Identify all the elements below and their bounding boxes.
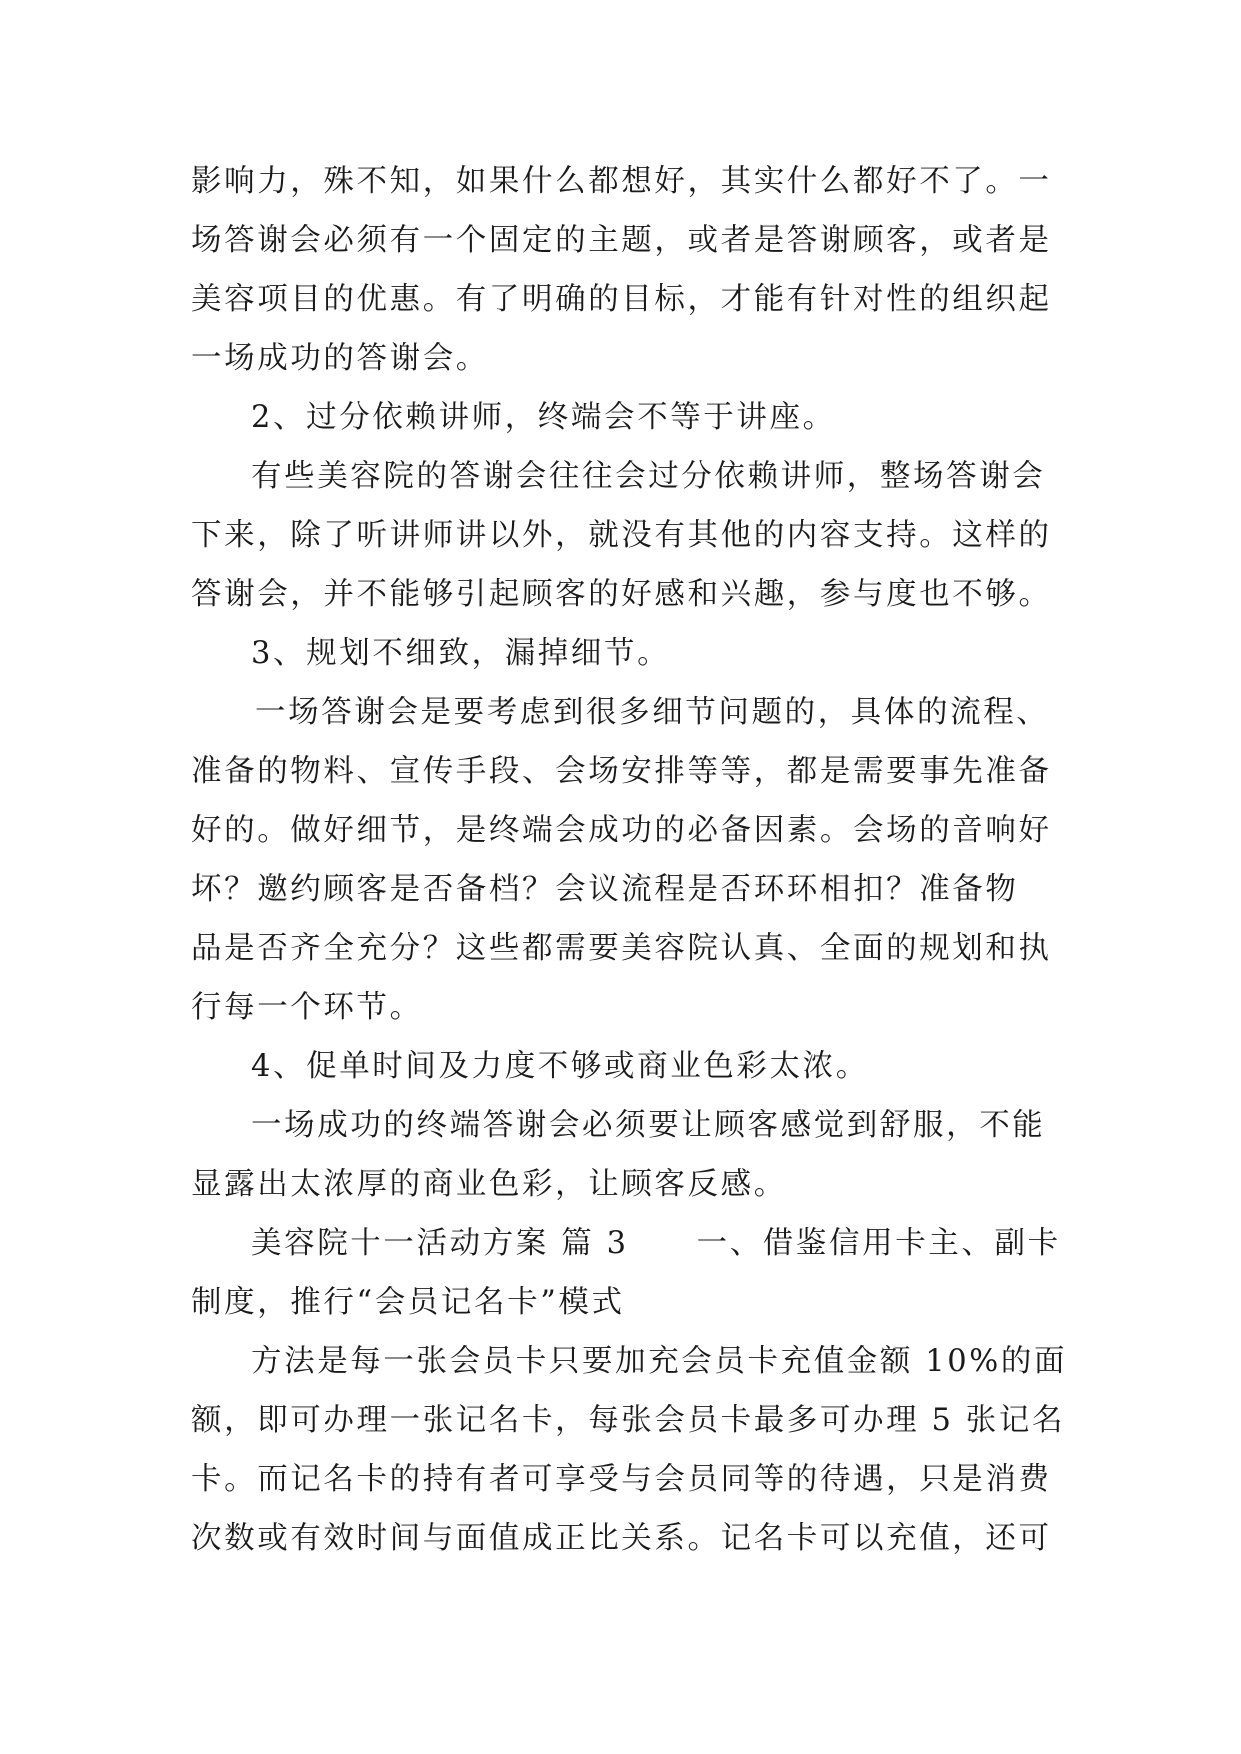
paragraph-line: 一场成功的答谢会。 (191, 341, 489, 376)
paragraph-line: 制度，推行“会员记名卡”模式 (191, 1285, 625, 1320)
list-heading-3: 3、规划不细致，漏掉细节。 (251, 636, 671, 671)
document-body (191, 152, 1068, 1568)
paragraph-line: 有些美容院的答谢会往往会过分依赖讲师，整场答谢会 (251, 459, 1046, 494)
paragraph-line: 额，即可办理一张记名卡，每张会员卡最多可办理 5 张记名 (191, 1403, 1066, 1438)
paragraph-line: 下来，除了听讲师讲以外，就没有其他的内容支持。这样的 (191, 518, 1052, 553)
list-heading-4: 4、促单时间及力度不够或商业色彩太浓。 (251, 1049, 869, 1084)
section-heading: 一、借鉴信用卡主、副卡 (696, 1226, 1061, 1261)
paragraph-line: 答谢会，并不能够引起顾客的好感和兴趣，参与度也不够。 (191, 577, 1052, 612)
paragraph-line: 好的。做好细节，是终端会成功的必备因素。会场的音响好 (191, 813, 1052, 848)
paragraph-line: 一场答谢会是要考虑到很多细节问题的，具体的流程、 (255, 695, 1050, 730)
paragraph-line: 美容项目的优惠。有了明确的目标，才能有针对性的组织起 (191, 282, 1052, 317)
paragraph-line: 行每一个环节。 (191, 990, 423, 1025)
list-heading-2: 2、过分依赖讲师，终端会不等于讲座。 (251, 400, 836, 435)
section-title: 美容院十一活动方案 篇 3 (251, 1226, 629, 1261)
paragraph-line: 影响力，殊不知，如果什么都想好，其实什么都好不了。一 (191, 164, 1052, 199)
paragraph-line: 方法是每一张会员卡只要加充会员卡充值金额 10%的面 (251, 1344, 1068, 1379)
paragraph-line: 次数或有效时间与面值成正比关系。记名卡可以充值，还可 (191, 1521, 1052, 1556)
paragraph-line: 卡。而记名卡的持有者可享受与会员同等的待遇，只是消费 (191, 1462, 1052, 1497)
paragraph-line: 品是否齐全充分？这些都需要美容院认真、全面的规划和执 (191, 931, 1052, 966)
paragraph-line: 一场成功的终端答谢会必须要让顾客感觉到舒服，不能 (251, 1108, 1046, 1143)
paragraph-line: 显露出太浓厚的商业色彩，让顾客反感。 (191, 1167, 787, 1202)
paragraph-line: 坏？邀约顾客是否备档？会议流程是否环环相扣？准备物 (191, 872, 1019, 907)
paragraph-line: 场答谢会必须有一个固定的主题，或者是答谢顾客，或者是 (191, 223, 1052, 258)
paragraph-line: 准备的物料、宣传手段、会场安排等等，都是需要事先准备 (191, 754, 1052, 789)
section-title-line (191, 1214, 1061, 1273)
